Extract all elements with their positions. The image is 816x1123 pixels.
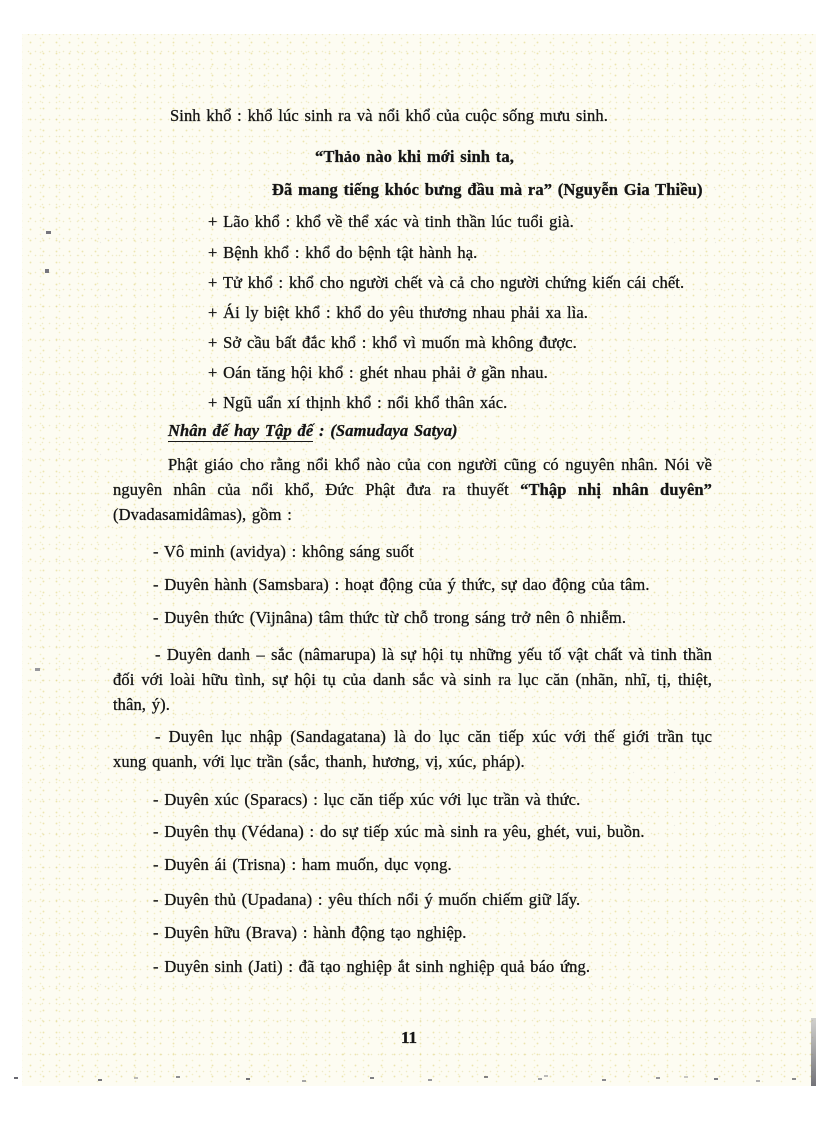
section-heading-nhan-de — [168, 418, 712, 443]
list-item-ngu-uan-xi-thinh-kho: + Ngũ uẩn xí thịnh khổ : nổi khổ thân xác. — [208, 393, 508, 412]
paragraph-intro-bold-phrase: “Thập nhị nhân duyên” — [520, 480, 712, 499]
list-item-duyen-ai: - Duyên ái (Trisna) : ham muốn, dục vọng. — [153, 855, 452, 874]
paragraph-duyen-danh-sac: - Duyên danh – sắc (nâmarupa) là sự hội tụ những yếu tố vật chất và tinh thần đối với loài hữu tình, sự hội tụ của danh sắc và sinh ra lục căn (nhãn, nhĩ, tị, thiệt, thân, ý). — [113, 645, 712, 714]
list-item-oan-tang-hoi-kho: + Oán tăng hội khổ : ghét nhau phải ở gần nhau. — [208, 363, 548, 382]
list-item-duyen-thu: - Duyên thụ (Védana) : do sự tiếp xúc mà sinh ra yêu, ghét, vui, buồn. — [153, 822, 645, 841]
paragraph-duyen-luc-nhap: - Duyên lục nhập (Sandagatana) là do lục căn tiếp xúc với thế giới trần tục xung quanh, với lục trần (sắc, thanh, hương, vị, xúc, pháp). — [113, 727, 712, 771]
section-heading-underlined: Nhân đế hay Tập đế — [168, 421, 314, 440]
list-item-duyen-sinh: - Duyên sinh (Jati) : đã tạo nghiệp ắt sinh nghiệp quả báo ứng. — [153, 957, 591, 976]
list-item-duyen-hanh: - Duyên hành (Samsbara) : hoạt động của ý thức, sự dao động của tâm. — [153, 575, 650, 594]
scan-noise-right-edge — [811, 1018, 816, 1086]
paragraph-sinh-kho: Sinh khổ : khổ lúc sinh ra và nổi khổ của cuộc sống mưu sinh. — [170, 106, 608, 125]
list-item-duyen-thuc: - Duyên thức (Vijnâna) tâm thức từ chỗ trong sáng trở nên ô nhiễm. — [153, 608, 627, 627]
list-item-benh-kho: + Bệnh khổ : khổ do bệnh tật hành hạ. — [208, 243, 478, 262]
page-content — [113, 103, 712, 979]
list-item-duyen-huu: - Duyên hữu (Brava) : hành động tạo nghiệp. — [153, 923, 467, 942]
scan-noise-bottom-row — [14, 1077, 18, 1079]
paragraph-intro-post: (Dvadasamidâmas), gồm : — [113, 505, 292, 524]
scan-margin-speck — [46, 231, 51, 234]
scan-margin-speck — [45, 269, 49, 273]
list-item-vo-minh: - Vô minh (avidya) : không sáng suốt — [153, 542, 414, 561]
list-item-ai-ly-biet-kho: + Ái ly biệt khổ : khổ do yêu thương nhau phải xa lìa. — [208, 303, 588, 322]
list-item-tu-kho: + Tử khổ : khổ cho người chết và cả cho người chứng kiến cái chết. — [208, 273, 685, 292]
page-number: 11 — [400, 1028, 418, 1047]
scan-margin-speck — [35, 668, 40, 671]
list-item-lao-kho: + Lão khổ : khổ về thể xác và tinh thần lúc tuổi già. — [208, 212, 574, 231]
list-item-duyen-xuc: - Duyên xúc (Sparacs) : lục căn tiếp xúc với lục trần và thức. — [153, 790, 581, 809]
list-item-so-cau-bat-dac-kho: + Sở cầu bất đắc khổ : khổ vì muốn mà không được. — [208, 333, 577, 352]
paragraph-intro-nguyen-nhan — [113, 452, 712, 527]
list-item-duyen-thu-upadana: - Duyên thủ (Upadana) : yêu thích nổi ý muốn chiếm giữ lấy. — [153, 890, 581, 909]
paragraph-intro-pre: Phật giáo cho rằng nổi khổ nào của con người cũng có nguyên nhân. Nói về nguyên nhân của nổi khổ, Đức Phật đưa ra thuyết — [113, 455, 712, 499]
poem-line-1: “Thảo nào khi mới sinh ta, — [315, 147, 514, 166]
poem-line-2: Đã mang tiếng khóc bưng đầu mà ra” (Nguyễn Gia Thiều) — [272, 180, 703, 199]
section-heading-rest: : (Samudaya Satya) — [313, 421, 458, 440]
